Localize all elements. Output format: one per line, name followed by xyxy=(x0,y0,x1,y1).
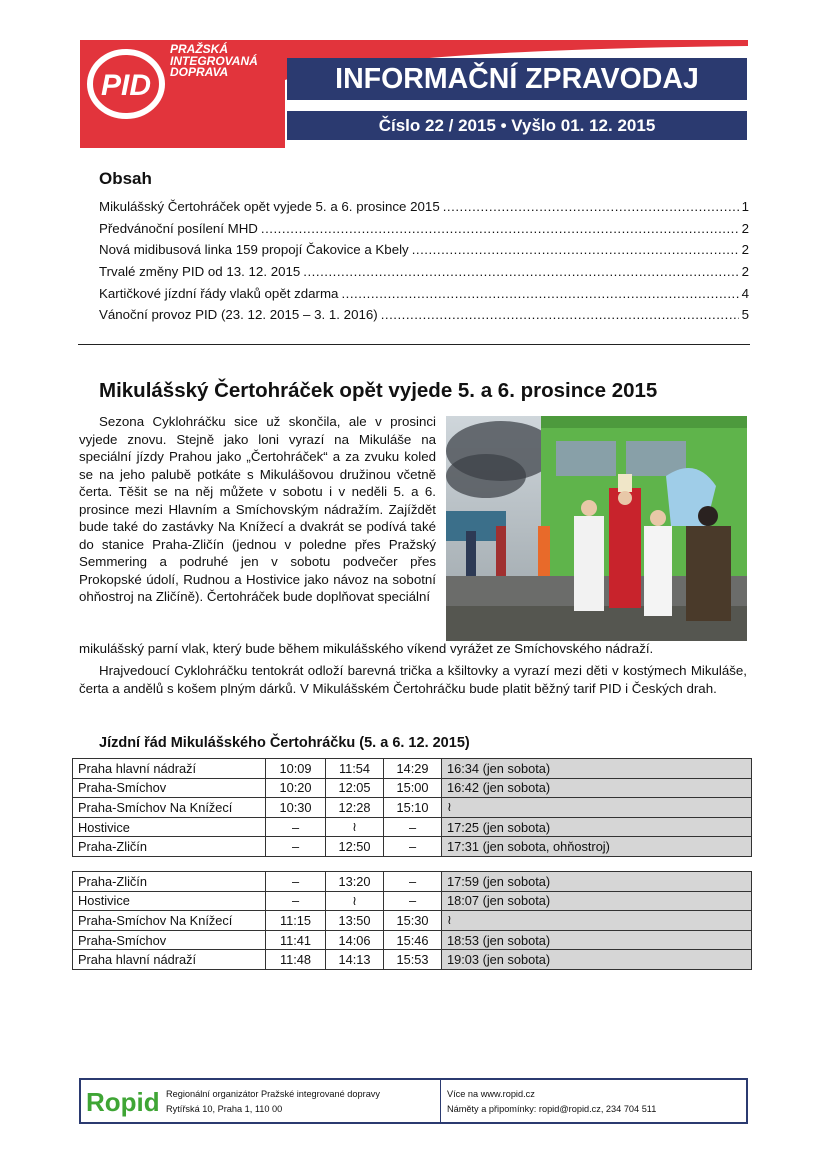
evening-time-cell: 17:25 (jen sobota) xyxy=(442,817,752,837)
footer-org-name: Regionální organizátor Pražské integrované dopravy xyxy=(166,1089,380,1099)
issue-info: Číslo 22 / 2015 • Vyšlo 01. 12. 2015 xyxy=(287,111,747,140)
time-cell: – xyxy=(384,872,442,892)
time-cell: 10:30 xyxy=(266,798,326,818)
evening-time-cell: 16:42 (jen sobota) xyxy=(442,778,752,798)
footer-website[interactable]: Více na www.ropid.cz xyxy=(447,1089,535,1099)
evening-time-cell: ≀ xyxy=(442,911,752,931)
time-cell: 15:53 xyxy=(384,950,442,970)
timetable-row xyxy=(73,759,752,779)
toc-leader xyxy=(261,221,739,236)
time-cell: – xyxy=(266,817,326,837)
ropid-logo-text: Ropid xyxy=(86,1087,160,1117)
toc-item-page: 2 xyxy=(741,264,749,279)
toc-leader xyxy=(381,307,739,322)
toc-heading: Obsah xyxy=(99,169,152,188)
article-photo xyxy=(446,416,747,641)
evening-time-cell: ≀ xyxy=(442,798,752,818)
time-cell: 11:41 xyxy=(266,930,326,950)
toc-item[interactable] xyxy=(99,199,749,219)
station-cell: Praha-Zličín xyxy=(73,872,266,892)
footer-organization xyxy=(166,1087,380,1117)
time-cell: – xyxy=(384,837,442,857)
toc-item[interactable] xyxy=(99,221,749,241)
toc-item-page: 5 xyxy=(741,307,749,322)
footer-contact xyxy=(447,1087,656,1117)
evening-time-cell: 17:31 (jen sobota, ohňostroj) xyxy=(442,837,752,857)
timetable-row xyxy=(73,817,752,837)
time-cell: 13:50 xyxy=(326,911,384,931)
toc-leader xyxy=(443,199,739,214)
toc-item-page: 2 xyxy=(741,221,749,236)
time-cell: 12:50 xyxy=(326,837,384,857)
time-cell: 13:20 xyxy=(326,872,384,892)
time-cell: 12:05 xyxy=(326,778,384,798)
timetable-row xyxy=(73,798,752,818)
station-cell: Praha-Smíchov xyxy=(73,778,266,798)
pid-logo-text: PID xyxy=(100,69,152,102)
time-cell: 11:15 xyxy=(266,911,326,931)
toc-item-label[interactable]: Předvánoční posílení MHD xyxy=(99,221,258,236)
toc-item-label[interactable]: Kartičkové jízdní řády vlaků opět zdarma xyxy=(99,286,339,301)
timetable-row xyxy=(73,891,752,911)
toc-item[interactable] xyxy=(99,264,749,284)
station-cell: Praha hlavní nádraží xyxy=(73,950,266,970)
time-cell: 15:46 xyxy=(384,930,442,950)
toc-item[interactable] xyxy=(99,307,749,327)
evening-time-cell: 17:59 (jen sobota) xyxy=(442,872,752,892)
time-cell: 14:13 xyxy=(326,950,384,970)
station-cell: Praha-Zličín xyxy=(73,837,266,857)
timetable-row xyxy=(73,778,752,798)
toc-item-label[interactable]: Nová midibusová linka 159 propojí Čakovice a Kbely xyxy=(99,242,409,257)
timetable-row xyxy=(73,930,752,950)
evening-time-cell: 18:53 (jen sobota) xyxy=(442,930,752,950)
footer-divider xyxy=(440,1080,441,1122)
toc-leader xyxy=(303,264,738,279)
time-cell: 15:00 xyxy=(384,778,442,798)
pid-logo-icon[interactable] xyxy=(86,48,166,120)
time-cell: 14:06 xyxy=(326,930,384,950)
station-cell: Praha-Smíchov xyxy=(73,930,266,950)
org-line-1: PRAŽSKÁ xyxy=(170,42,229,56)
time-cell: 10:20 xyxy=(266,778,326,798)
article-paragraph: Sezona Cyklohráčku sice už skončila, ale v prosinci vyjede znovu. Stejně jako loni vyrazí na Mikuláše na speciální jízdy Prahou jako „Čertohráček“ a za zvuku koled se na jeho palubě potkáte s Mikulášovou družinou včetně čerta. Těšit se na něj můžete v sobotu i v neděli 5. a 6. prosince mezi Hlavním a Smíchovským nádražím. Zajíždět bude také do zastávky Na Knížecí a dvakrát se podívá také do stanice Praha-Zličín (jednou v poledne přes Pražský Semmering a podruhé jen v sobotu podvečer přes Prokopské údolí, Rudnou a Hostivice jako návoz na sobotní ohňostroj na Zličíně). Čertohráček bude doplňovat speciální xyxy=(79,414,436,604)
toc-leader xyxy=(341,286,738,301)
timetable-outbound xyxy=(72,758,752,857)
time-cell: 11:54 xyxy=(326,759,384,779)
timetable-heading: Jízdní řád Mikulášského Čertohráčku (5. a 6. 12. 2015) xyxy=(99,735,470,751)
timetable-row xyxy=(73,872,752,892)
toc-item-label[interactable]: Trvalé změny PID od 13. 12. 2015 xyxy=(99,264,301,279)
time-cell: 15:10 xyxy=(384,798,442,818)
station-cell: Praha hlavní nádraží xyxy=(73,759,266,779)
toc-item-page: 4 xyxy=(741,286,749,301)
timetable-row xyxy=(73,837,752,857)
toc-leader xyxy=(412,242,739,257)
time-cell: – xyxy=(266,891,326,911)
article-paragraph-end: mikulášský parní vlak, který bude během mikulášského víkend vyrážet ze Smíchovského nádraží. xyxy=(79,641,654,656)
time-cell: ≀ xyxy=(326,817,384,837)
time-cell: ≀ xyxy=(326,891,384,911)
article-paragraph: Hrajvedoucí Cyklohráčku tentokrát odloží barevná trička a kšiltovky a vyrazí mezi děti v kostýmech Mikuláše, čerta a andělů s košem plným dárků. V Mikulášském Čertohráčku bude platit běžný tarif PID i Českých drah. xyxy=(79,663,747,696)
timetable-return xyxy=(72,871,752,970)
time-cell: – xyxy=(384,891,442,911)
station-cell: Praha-Smíchov Na Knížecí xyxy=(73,798,266,818)
station-cell: Hostivice xyxy=(73,891,266,911)
toc-item-label[interactable]: Vánoční provoz PID (23. 12. 2015 – 3. 1. 2016) xyxy=(99,307,378,322)
pid-org-name xyxy=(170,44,290,79)
footer-address: Rytířská 10, Praha 1, 110 00 xyxy=(166,1104,283,1114)
toc-item-label[interactable]: Mikulášský Čertohráček opět vyjede 5. a 6. prosince 2015 xyxy=(99,199,440,214)
time-cell: 12:28 xyxy=(326,798,384,818)
time-cell: – xyxy=(266,872,326,892)
toc-item-page: 1 xyxy=(741,199,749,214)
ropid-logo-icon[interactable] xyxy=(86,1083,162,1119)
time-cell: 11:48 xyxy=(266,950,326,970)
article-title: Mikulášský Čertohráček opět vyjede 5. a 6. prosince 2015 xyxy=(99,379,658,402)
org-line-3: DOPRAVA xyxy=(170,65,229,79)
station-cell: Praha-Smíchov Na Knížecí xyxy=(73,911,266,931)
toc-item[interactable] xyxy=(99,242,749,262)
org-line-2: INTEGROVANÁ xyxy=(170,53,258,68)
time-cell: 14:29 xyxy=(384,759,442,779)
footer-email-phone[interactable]: Náměty a připomínky: ropid@ropid.cz, 234 704 511 xyxy=(447,1104,657,1114)
station-cell: Hostivice xyxy=(73,817,266,837)
evening-time-cell: 19:03 (jen sobota) xyxy=(442,950,752,970)
time-cell: 10:09 xyxy=(266,759,326,779)
time-cell: – xyxy=(384,817,442,837)
section-divider xyxy=(78,344,750,345)
timetable-row xyxy=(73,911,752,931)
time-cell: – xyxy=(266,837,326,857)
toc-item[interactable] xyxy=(99,286,749,306)
evening-time-cell: 16:34 (jen sobota) xyxy=(442,759,752,779)
evening-time-cell: 18:07 (jen sobota) xyxy=(442,891,752,911)
newsletter-title: INFORMAČNÍ ZPRAVODAJ xyxy=(287,58,747,104)
timetable-row xyxy=(73,950,752,970)
time-cell: 15:30 xyxy=(384,911,442,931)
toc-item-page: 2 xyxy=(741,242,749,257)
